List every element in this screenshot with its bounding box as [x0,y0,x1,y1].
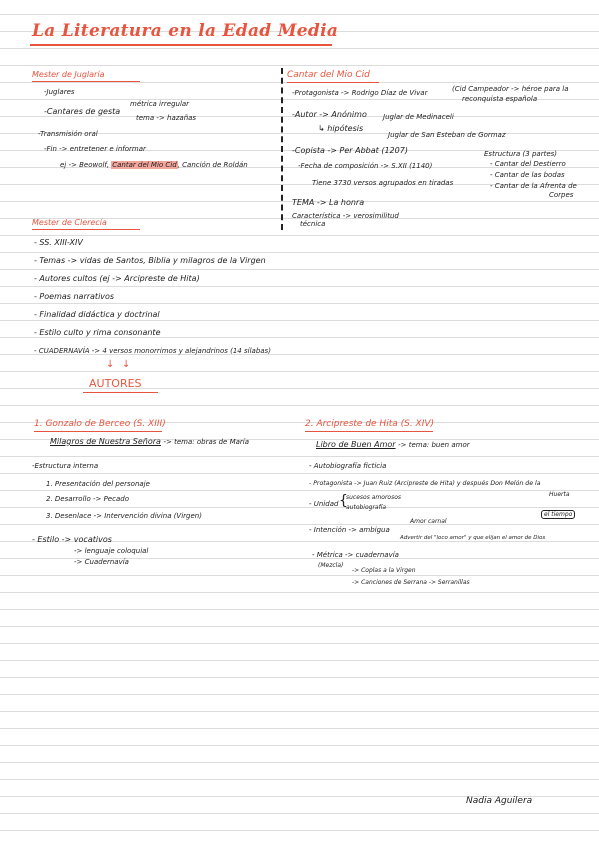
estructura-text: Estructura (3 partes) [484,150,558,158]
arrow-down-icon: ↓ [106,359,115,370]
juglaria-underline [32,81,140,82]
cid-line2: reconquista española [462,95,538,103]
hita-mezcla: (Mezcla) [318,562,344,569]
berceo-estilo-1: -> lenguaje coloquial [74,547,149,555]
estructura-1: - Cantar del Destierro [490,160,566,168]
juglares-text: -Juglares [44,88,75,96]
cantar-tema-text: TEMA -> La honra [292,198,365,207]
autor-text: -Autor -> Anónimo [292,110,367,119]
juglaria-heading: Mester de Juglaría [32,70,105,79]
cantares-text: -Cantares de gesta [44,107,121,116]
estructura-2: - Cantar de las bodas [490,171,565,179]
berceo-underline [34,431,162,432]
arrow-down-icon-2: ↓ [122,359,131,370]
ejemplos-line [60,161,248,170]
hita-underline [305,431,433,432]
berceo-estilo: - Estilo -> vocativos [32,535,112,544]
clerecia-item-5: - Finalidad didáctica y doctrinal [34,310,160,319]
column-divider [281,68,283,230]
metrica-text: métrica irregular [130,100,190,108]
berceo-obra-line [50,437,249,447]
clerecia-item-1: - SS. XIII-XIV [34,238,83,247]
hita-obra-line [316,440,470,450]
cantar-underline [287,82,379,83]
clerecia-heading: Mester de Clerecía [32,218,107,227]
cid-line1: (Cid Campeador -> héroe para la [452,85,569,93]
estructura-3b: Corpes [549,191,574,199]
hipotesis-text: hipótesis [327,124,364,133]
clerecia-item-7: - CUADERNAVÍA -> 4 versos monorrimos y alejandrinos (14 sílabas) [34,347,271,355]
hita-intencion-1: Amor carnal [410,518,447,525]
signature: Nadia Aguilera [466,796,533,806]
hita-tiempo: el tiempo [541,510,575,519]
hita-metrica: - Métrica -> cuadernavía [312,551,399,559]
transmision-text: -Transmisión oral [38,130,98,138]
ejemplos-pre: ej -> Beowolf, [60,161,110,169]
clerecia-item-2: - Temas -> vidas de Santos, Biblia y milagros de la Virgen [34,256,266,265]
clerecia-item-4: - Poemas narrativos [34,292,115,301]
juglar2-text: Juglar de San Esteban de Gormaz [388,131,506,139]
tiene-text: Tiene 3730 versos agrupados en tiradas [312,179,454,187]
berceo-estilo-2: -> Cuadernavía [74,558,129,566]
hita-auto: - Autobiografía ficticia [309,462,387,470]
autores-heading: AUTORES [89,377,142,390]
protagonista-text: -Protagonista -> Rodrigo Díaz de Vivar [292,89,428,97]
ejemplos-highlight: Cantar del Mio Cid [112,161,177,169]
berceo-step-3: 3. Desenlace -> Intervención divina (Virgen) [46,512,202,520]
hita-unidad: - Unidad [309,500,339,508]
caracteristica-text: Característica -> verosimilitud [292,212,399,220]
ejemplos-post: , Canción de Roldán [177,161,248,169]
hita-unidad-1: sucesos amorosos [346,494,402,501]
fecha-text: -Fecha de composición -> S.XII (1140) [298,162,433,170]
hipotesis-line: ↳ hipótesis [318,124,364,133]
page-title: La Literatura en la Edad Media [32,21,339,41]
hita-intencion: - Intención -> ambigua [309,526,390,534]
berceo-estructura: -Estructura interna [32,462,99,470]
hita-intencion-2: Advertir del "loco amor" y que elijan el amor de Dios [400,535,546,541]
berceo-obra-tema: -> tema: obras de María [163,438,250,446]
title-underline [30,44,332,46]
hita-tiempo-box [541,510,575,519]
copista-text: -Copista -> Per Abbat (1207) [292,146,408,155]
berceo-step-2: 2. Desarrollo -> Pecado [46,495,129,503]
hita-obra: Libro de Buen Amor [316,440,396,449]
hita-metrica-2: -> Canciones de Serrana -> Serranillas [352,579,470,586]
berceo-heading: 1. Gonzalo de Berceo (S. XIII) [34,419,166,429]
autores-underline [83,392,158,393]
hita-protagonista-2: Huerta [549,491,570,498]
clerecia-underline [32,229,140,230]
hita-metrica-1: -> Coplas a la Virgen [352,567,416,574]
hita-heading: 2. Arcipreste de Hita (S. XIV) [305,419,435,429]
estructura-3: - Cantar de la Afrenta de [490,182,577,190]
juglar1-text: Juglar de Medinaceli [383,113,454,121]
cantar-heading: Cantar del Mio Cid [287,70,370,80]
hita-protagonista: - Protagonista -> Juan Ruiz (Arcipreste de Hita) y después Don Melón de la [309,480,541,487]
tema-text: tema -> hazañas [136,114,197,122]
clerecia-item-6: - Estilo culto y rima consonante [34,328,161,337]
caracteristica-text-2: técnica [300,220,326,228]
fin-text: -Fin -> entretener e informar [44,145,146,153]
hita-obra-tema: -> tema: buen amor [398,441,470,449]
hita-unidad-2: autobiografía [346,504,387,511]
berceo-obra: Milagros de Nuestra Señora [50,437,161,446]
berceo-step-1: 1. Presentación del personaje [46,480,150,488]
clerecia-item-3: - Autores cultos (ej -> Arcipreste de Hita) [34,274,200,283]
brace-icon: { [339,493,348,509]
